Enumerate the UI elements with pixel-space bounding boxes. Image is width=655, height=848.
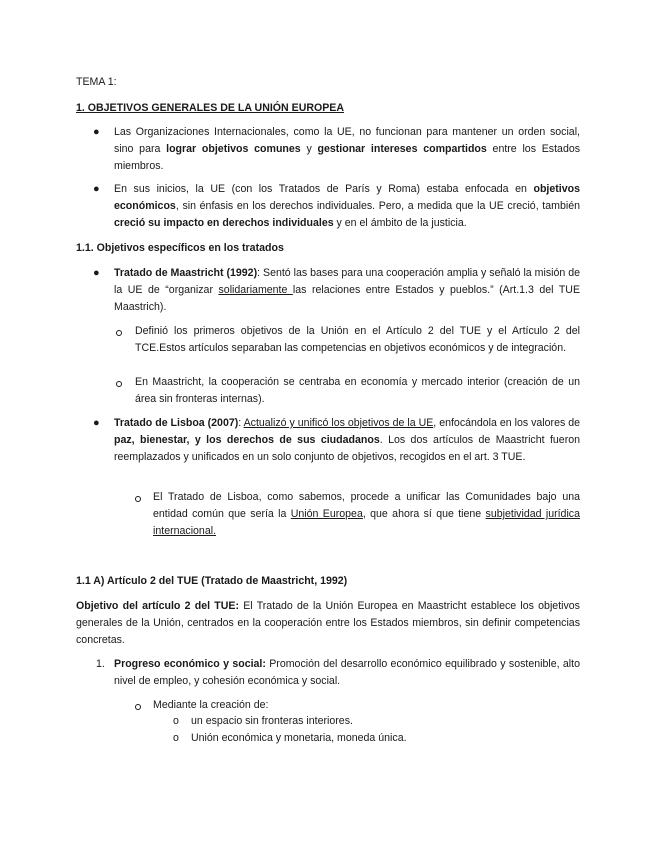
- list-marker-o: o: [173, 715, 179, 727]
- circle-bullet-icon: [116, 330, 122, 336]
- circle-bullet-icon: [116, 381, 122, 387]
- paragraph-maastricht: Tratado de Maastricht (1992): Sentó las bases para una cooperación amplia y señaló la misión de la UE de “organizar solidariamente las relaciones entre Estados y pueblos.” (Art.1.3 del TUE Maastrich).: [114, 267, 581, 313]
- list-number: 1.: [96, 658, 105, 670]
- bullet-dot-icon: ●: [93, 126, 100, 138]
- circle-bullet-icon: [135, 496, 141, 502]
- paragraph-progreso: Progreso económico y social: Promoción del desarrollo económico equilibrado y sostenible, alto nivel de empleo, y cohesión económica y social.: [114, 658, 580, 687]
- list-item-espacio: un espacio sin fronteras interiores.: [191, 715, 353, 727]
- paragraph-objetivo-articulo: Objetivo del artículo 2 del TUE: El Tratado de la Unión Europea en Maastricht establece los objetivos generales de la Unión, centrados en la cooperación entre los Estados miembros, sin definir competencias concretas.: [76, 600, 580, 646]
- paragraph-lisboa-unifica: El Tratado de Lisboa, como sabemos, procede a unificar las Comunidades bajo una entidad común que sería la Unión Europea, que ahora sí que tiene subjetividad jurídica internacional.: [153, 491, 580, 537]
- section-heading-objetivos: 1. OBJETIVOS GENERALES DE LA UNIÓN EUROPEA: [76, 102, 345, 114]
- bullet-dot-icon: ●: [93, 417, 100, 429]
- list-marker-o: o: [173, 732, 179, 744]
- paragraph-mediante: Mediante la creación de:: [153, 699, 269, 711]
- list-item-union-economica: Unión económica y monetaria, moneda única.: [191, 732, 407, 744]
- paragraph-organizaciones: Las Organizaciones Internacionales, como la UE, no funcionan para mantener un orden social, sino para lograr objetivos comunes y gestionar intereses compartidos entre los Estados miembros.: [114, 126, 581, 172]
- paragraph-cooperacion: En Maastricht, la cooperación se centraba en economía y mercado interior (creación de un área sin fronteras internas).: [135, 376, 580, 405]
- subsection-heading-especificos: 1.1. Objetivos específicos en los tratados: [76, 242, 284, 254]
- circle-bullet-icon: [135, 704, 141, 710]
- paragraph-articulo-2: Definió los primeros objetivos de la Unión en el Artículo 2 del TUE y el Artículo 2 del TCE.Estos artículos separaban las competencias en objetivos económicos y de integración.: [135, 325, 580, 354]
- paragraph-inicios: En sus inicios, la UE (con los Tratados de París y Roma) estaba enfocada en objetivos económicos, sin énfasis en los derechos individuales. Pero, a medida que la UE creció, también creció su impacto en derechos individuales y en el ámbito de la justicia.: [114, 183, 580, 229]
- bullet-dot-icon: ●: [93, 267, 100, 279]
- subsection-heading-articulo-2: 1.1 A) Artículo 2 del TUE (Tratado de Maastricht, 1992): [76, 575, 348, 587]
- paragraph-lisboa: Tratado de Lisboa (2007): Actualizó y unificó los objetivos de la UE, enfocándola en los valores de paz, bienestar, y los derechos de sus ciudadanos. Los dos artículos de Maastricht fueron reemplazados y unificados en un solo conjunto de objetivos, recogidos en el art. 3 TUE.: [114, 417, 581, 463]
- bullet-dot-icon: ●: [93, 183, 100, 195]
- topic-label: TEMA 1:: [76, 76, 117, 88]
